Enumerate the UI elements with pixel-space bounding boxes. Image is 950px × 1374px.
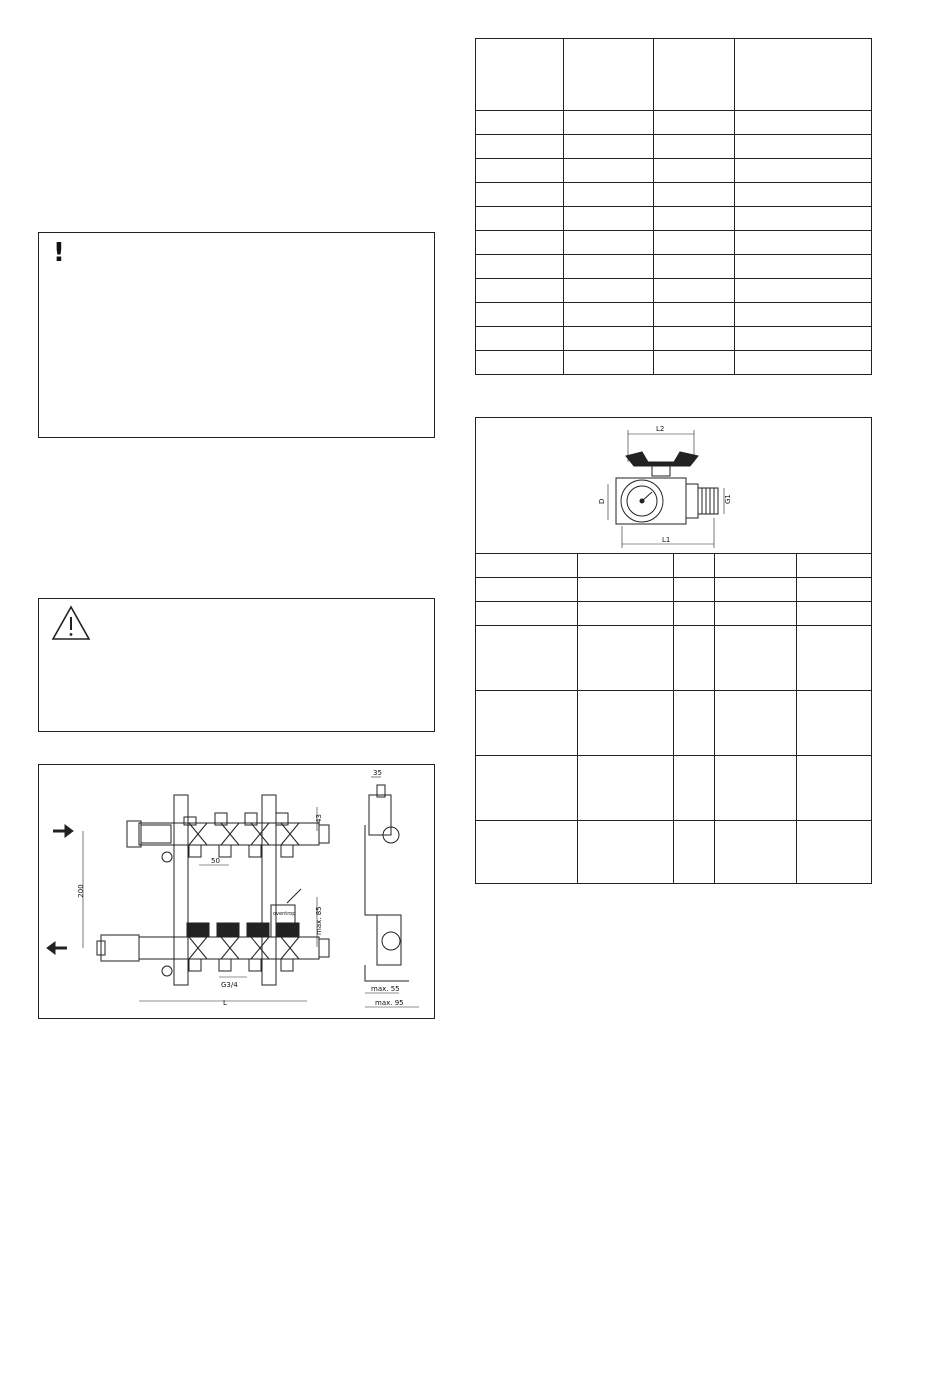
dim-g1: G1 [724, 494, 732, 504]
dim-l2: L2 [656, 425, 665, 433]
dim-max-85: max. 85 [315, 906, 323, 935]
table-row [476, 231, 872, 255]
table-row [476, 183, 872, 207]
table-row [476, 39, 872, 111]
manifold-drawing-frame [38, 764, 435, 1019]
valve-drawing-frame [475, 417, 872, 554]
table-row [476, 159, 872, 183]
table-row [476, 578, 872, 602]
table-row [476, 756, 872, 821]
notice-box [38, 232, 435, 438]
table-row [476, 821, 872, 884]
table-row [476, 351, 872, 375]
table-row [476, 327, 872, 351]
dim-l1: L1 [662, 536, 671, 544]
manifold-drawing [39, 765, 436, 1020]
arrow-right-icon [53, 825, 73, 837]
dim-d: D [598, 498, 606, 504]
dim-l: L [223, 999, 227, 1007]
brand-label: oventrop [273, 911, 296, 917]
dim-g34: G3/4 [221, 981, 238, 989]
table-row [476, 207, 872, 231]
table-row [476, 602, 872, 626]
table-row [476, 691, 872, 756]
table-row [476, 303, 872, 327]
spec-table-2 [475, 553, 872, 884]
table-row [476, 255, 872, 279]
ball-valve-drawing [476, 418, 873, 555]
exclamation-icon: ! [53, 238, 65, 268]
table-row [476, 135, 872, 159]
dim-200: 200 [77, 884, 85, 898]
dim-max-55: max. 55 [371, 985, 400, 993]
table-row [476, 626, 872, 691]
dim-35: 35 [373, 769, 382, 777]
dim-43: 43 [315, 814, 323, 823]
dim-max-95: max. 95 [375, 999, 404, 1007]
dim-50: 50 [211, 857, 220, 865]
table-row [476, 554, 872, 578]
arrow-left-icon [47, 942, 67, 954]
spec-table-1 [475, 38, 872, 375]
warning-triangle-icon [51, 605, 91, 641]
table-row [476, 279, 872, 303]
table-row [476, 111, 872, 135]
warning-box [38, 598, 435, 732]
